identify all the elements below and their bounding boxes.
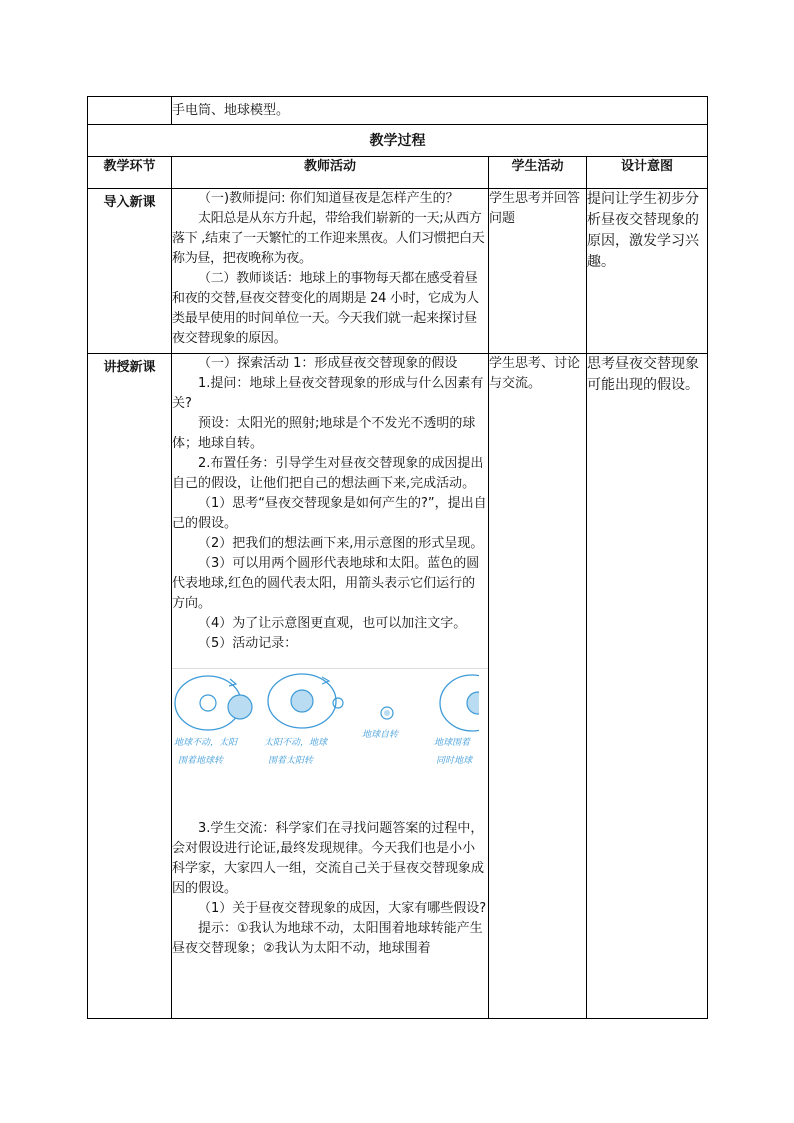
sketch-earth-rotation — [381, 707, 393, 719]
lecture-para-2: 1.提问：地球上昼夜交替现象的形成与什么因素有关? — [172, 376, 484, 411]
lecture-para-12: 提示：①我认为地球不动，太阳围着地球转能产生昼夜交替现象；②我认为太阳不动，地球围着 — [172, 921, 483, 956]
header-row — [88, 157, 708, 189]
table-row-lecture — [88, 354, 708, 1019]
student-intro: 学生思考并回答问题 — [489, 189, 587, 354]
diagram-label-4b: 同时地球 — [436, 756, 473, 766]
lecture-para-1: （一）探索活动 1：形成昼夜交替现象的假设 — [198, 356, 458, 371]
lecture-para-11: （1）关于昼夜交替现象的成因，大家有哪些假设? — [198, 901, 487, 916]
stage-intro: 导入新课 — [88, 189, 172, 354]
sketch-sun-fixed — [268, 674, 343, 728]
intro-para-1: （一)教师提问: 你们知道昼夜是怎样产生的？ — [198, 191, 459, 206]
sketch-earth-fixed — [175, 676, 252, 730]
stage-lecture: 讲授新课 — [88, 354, 172, 1019]
sketch-combined — [440, 675, 479, 731]
diagram-label-1b: 围着地球转 — [178, 756, 224, 766]
diagram-label-4a: 地球围着 — [434, 738, 471, 748]
teacher-lecture-cell — [172, 354, 489, 1019]
header-intent: 设计意图 — [587, 157, 708, 189]
lecture-para-10: 3.学生交流：科学家们在寻找问题答案的过程中，会对假设进行论证,最终发现规律。今天我们也是小小科学家，大家四人一组，交流自己关于昼夜交替现象成因的假设。 — [172, 821, 485, 896]
diagram-label-2b: 围着太阳转 — [268, 756, 314, 766]
section-title: 教学过程 — [88, 125, 708, 157]
intent-lecture: 思考昼夜交替现象可能出现的假设。 — [587, 354, 708, 1019]
diagram-label-3: 地球自转 — [362, 730, 399, 740]
lecture-para-3: 预设：太阳光的照射;地球是个不发光不透明的球体；地球自转。 — [172, 416, 476, 451]
activity-record-diagram — [172, 668, 488, 801]
header-stage: 教学环节 — [88, 157, 172, 189]
materials-text: 手电筒、地球模型。 — [172, 102, 290, 118]
materials-row — [88, 97, 708, 125]
materials-cell — [172, 97, 708, 125]
lecture-para-8: （4）为了让示意图更直观，也可以加注文字。 — [198, 616, 467, 631]
lecture-para-6: （2）把我们的想法画下来,用示意图的形式呈现。 — [198, 536, 484, 551]
intro-para-2: 太阳总是从东方升起，带给我们崭新的一天;从西方落下 ,结束了一天繁忙的工作迎来黑夜。人们习惯把白天称为昼，把夜晚称为夜。 — [172, 211, 485, 266]
lesson-plan-table — [87, 96, 708, 1019]
intent-intro: 提问让学生初步分析昼夜交替现象的原因，激发学习兴趣。 — [587, 189, 708, 354]
section-title-row — [88, 125, 708, 157]
diagram-label-1a: 地球不动，太阳 — [174, 738, 238, 748]
table-row-intro — [88, 189, 708, 354]
teacher-intro-cell — [172, 189, 489, 354]
hypothesis-sketches — [172, 669, 479, 769]
lecture-para-5: （1）思考“昼夜交替现象是如何产生的?”，提出自己的假设。 — [172, 496, 487, 531]
header-student: 学生活动 — [489, 157, 587, 189]
lecture-para-4: 2.布置任务：引导学生对昼夜交替现象的成因提出自己的假设，让他们把自己的想法画下来,完成活动。 — [172, 456, 484, 491]
intro-para-3: （二）教师谈话：地球上的事物每天都在感受着昼和夜的交替,昼夜交替变化的周期是 24 小时，它成为人类最早使用的时间单位一天。今天我们就一起来探讨昼夜交替现象的原因。 — [172, 271, 479, 346]
lecture-para-9: （5）活动记录： — [198, 636, 298, 651]
header-teacher: 教师活动 — [172, 157, 489, 189]
lecture-para-7: （3）可以用两个圆形代表地球和太阳。蓝色的圆代表地球,红色的圆代表太阳，用箭头表示它们运行的方向。 — [172, 556, 480, 611]
student-lecture: 学生思考、讨论与交流。 — [489, 354, 587, 1019]
diagram-label-2a: 太阳不动，地球 — [264, 738, 328, 748]
